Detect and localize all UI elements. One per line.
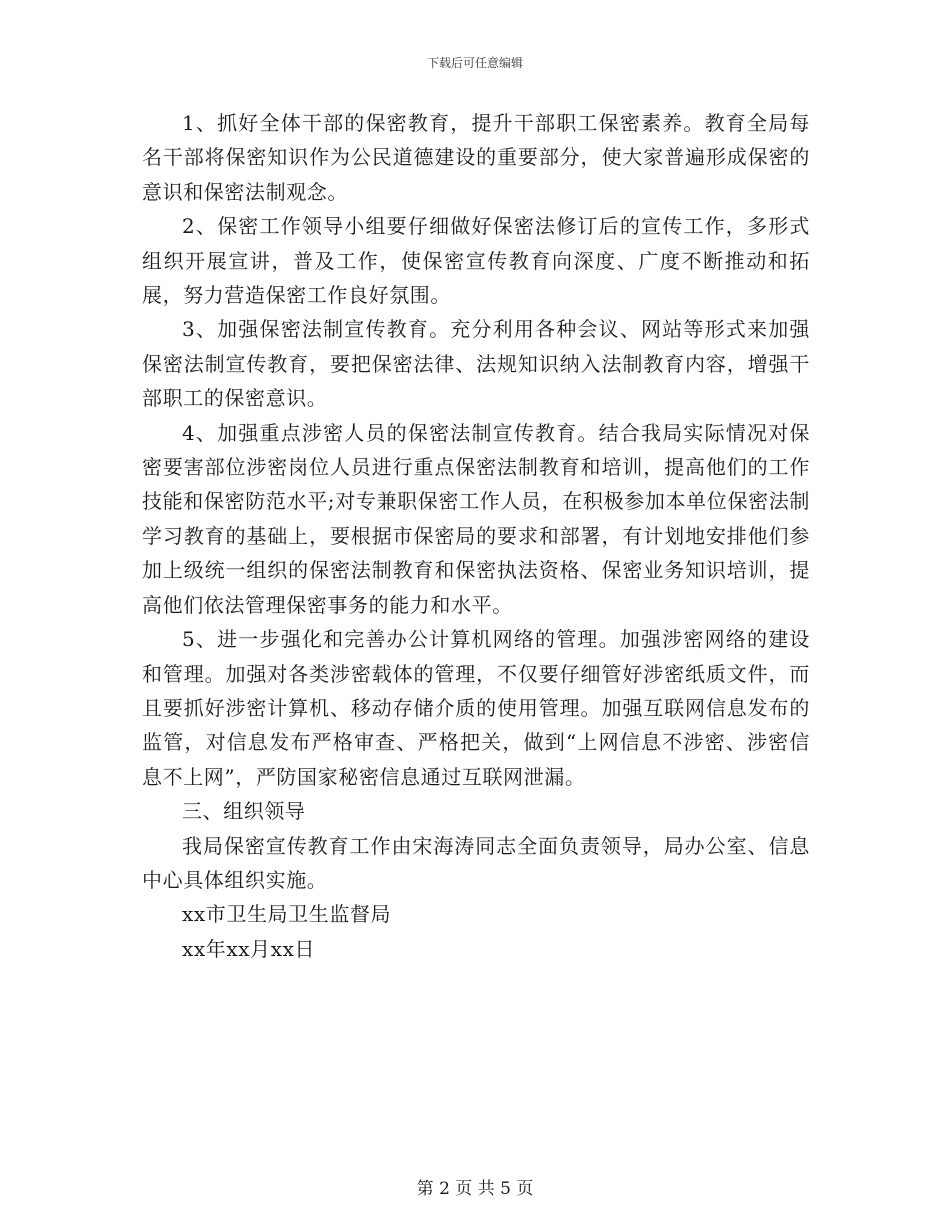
signature-organization: xx市卫生局卫生监督局 <box>182 902 392 927</box>
document-body <box>142 106 810 966</box>
paragraph-item-5: 5、进一步强化和完善办公计算机网络的管理。加强涉密网络的建设和管理。加强对各类涉密载体的管理，不仅要仔细管好涉密纸质文件，而且要抓好涉密计算机、移动存储介质的使用管理。加强互联网信息发布的监管，对信息发布严格审查、严格把关，做到“上网信息不涉密、涉密信息不上网”，严防国家秘密信息通过互联网泄漏。 <box>142 627 810 789</box>
page-header: 下载后可任意编辑 <box>426 56 523 70</box>
section-heading: 三、组织领导 <box>182 799 306 824</box>
paragraph-item-2: 2、保密工作领导小组要仔细做好保密法修订后的宣传工作，多形式组织开展宣讲，普及工作，使保密宣传教育向深度、广度不断推动和拓展，努力营造保密工作良好氛围。 <box>142 214 810 308</box>
paragraph-item-3: 3、加强保密法制宣传教育。充分利用各种会议、网站等形式来加强保密法制宣传教育，要把保密法律、法规知识纳入法制教育内容，增强干部职工的保密意识。 <box>142 317 810 411</box>
page-number: 第 2 页 共 5 页 <box>416 1179 534 1199</box>
signature-date: xx年xx月xx日 <box>182 936 316 961</box>
paragraph-item-4: 4、加强重点涉密人员的保密法制宣传教育。结合我局实际情况对保密要害部位涉密岗位人员进行重点保密法制教育和培训，提高他们的工作技能和保密防范水平;对专兼职保密工作人员，在积极参加本单位保密法制学习教育的基础上，要根据市保密局的要求和部署，有计划地安排他们参加上级统一组织的保密法制教育和保密执法资格、保密业务知识培训，提高他们依法管理保密事务的能力和水平。 <box>142 420 810 617</box>
paragraph-item-1: 1、抓好全体干部的保密教育，提升干部职工保密素养。教育全局每名干部将保密知识作为公民道德建设的重要部分，使大家普遍形成保密的意识和保密法制观念。 <box>142 111 810 204</box>
paragraph-leadership: 我局保密宣传教育工作由宋海涛同志全面负责领导，局办公室、信息中心具体组织实施。 <box>142 833 810 892</box>
